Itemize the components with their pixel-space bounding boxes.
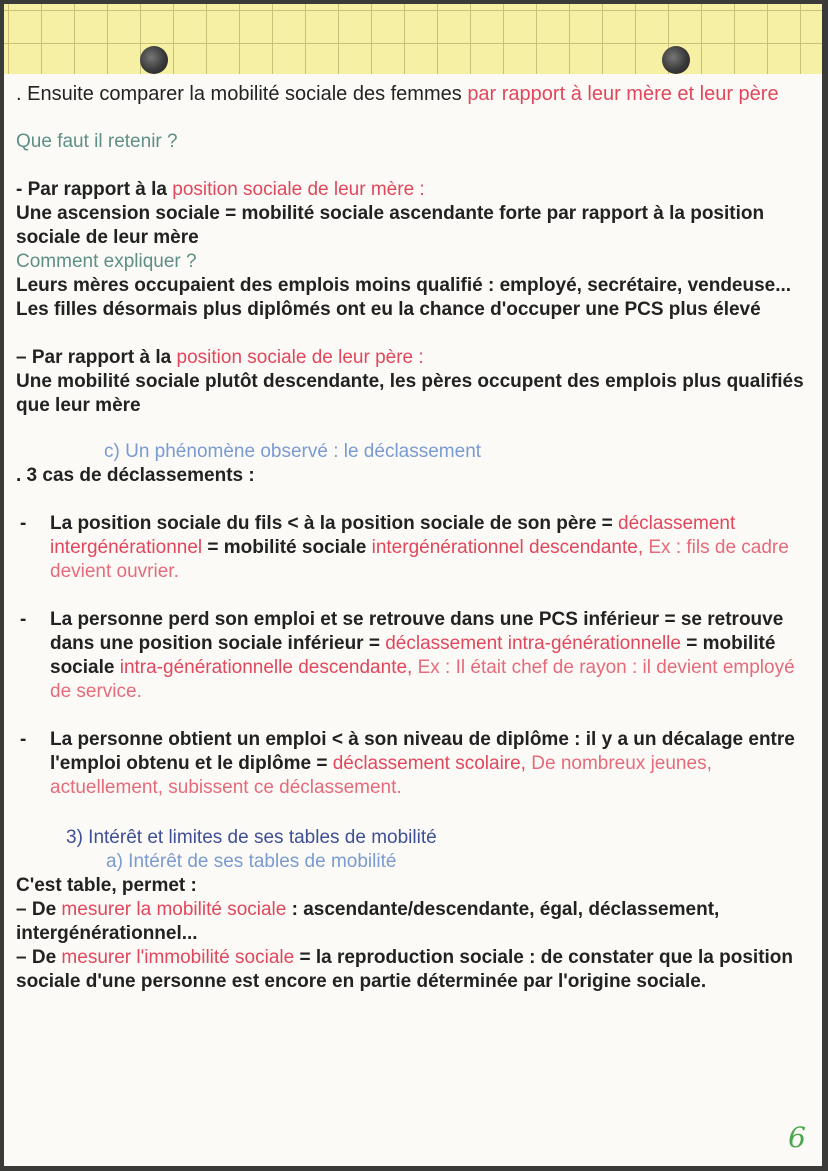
mere-heading: - Par rapport à la position sociale de leur mère : [16,179,425,200]
bullet-3: - La personne obtient un emploi < à son niveau de diplôme : il y a un décalage entre l'emploi obtenu et le diplôme = déclassement scolaire, De nombreux jeunes, actuellement, subissent ce déclassement. [20,729,795,798]
bullet-2: - La personne perd son emploi et se retrouve dans une PCS inférieur = se retrouve dans une position sociale inférieur = déclassement intra-générationnelle = mobilité sociale intra-générationnelle descendante, Ex : Il était chef de rayon : il devient employé de service. [20,609,795,702]
grid-strip [4,4,822,74]
expliquer-heading: Comment expliquer ? [16,251,197,272]
pere-body: Une mobilité sociale plutôt descendante, les pères occupent des emplois plus qualifiés que leur mère [16,371,804,416]
section-3-title: 3) Intérêt et limites de ses tables de mobilité [66,827,437,848]
page-number: 6 [788,1121,806,1154]
binder-hole-right [662,46,690,74]
section-c-title: c) Un phénomène observé : le déclassement [104,441,482,462]
notebook-page [4,4,822,1166]
bullet-dash: - [20,609,27,630]
retenir-heading: Que faut il retenir ? [16,131,178,152]
mesure-mobilite: – De mesurer la mobilité sociale : ascendante/descendante, égal, déclassement, intergénérationnel... [16,899,720,944]
permet-line: C'est table, permet : [16,875,197,896]
pere-heading: – Par rapport à la position sociale de leur père : [16,347,424,368]
bullet-1: - La position sociale du fils < à la position sociale de son père = déclassement intergénérationnel = mobilité sociale intergénérationnel descendante, Ex : fils de cadre devient ouvrier. [20,513,789,582]
bullet-dash: - [20,513,27,534]
intro-line: . Ensuite comparer la mobilité sociale des femmes par rapport à leur mère et leur père [16,83,779,105]
cas-heading: . 3 cas de déclassements : [16,465,255,486]
mere-body: Une ascension sociale = mobilité sociale ascendante forte par rapport à la position sociale de leur mère [16,203,765,248]
binder-hole-left [140,46,168,74]
bullet-dash: - [20,729,27,750]
section-3a-title: a) Intérêt de ses tables de mobilité [106,851,397,872]
expliquer-body: Leurs mères occupaient des emplois moins qualifié : employé, secrétaire, vendeuse... Les filles désormais plus diplômés ont eu la chance d'occuper une PCS plus élevé [16,275,792,320]
mesure-immobilite: – De mesurer l'immobilité sociale = la reproduction sociale : de constater que la position sociale d'une personne est encore en partie déterminée par l'origine sociale. [16,947,794,992]
notes-content [16,82,816,994]
